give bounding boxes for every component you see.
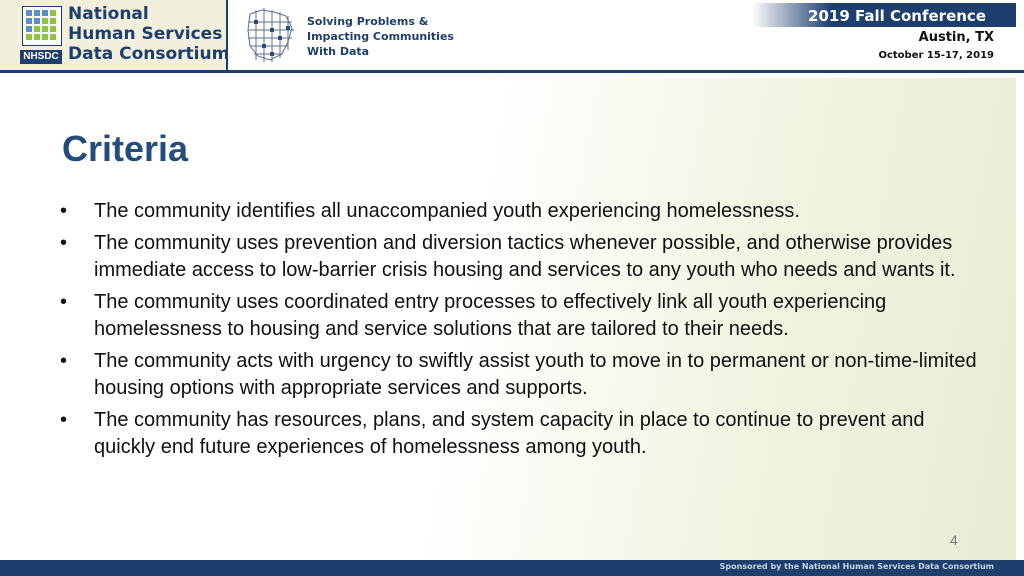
list-item [60, 407, 980, 462]
list-item-text: The community identifies all unaccompanied youth experiencing homelessness. [94, 200, 800, 222]
circuit-map-icon [242, 6, 298, 64]
tagline-line: Impacting Communities [307, 30, 454, 43]
sponsor-text: Sponsored by the National Human Services Data Consortium [719, 562, 994, 571]
list-item-text: The community acts with urgency to swiftly assist youth to move in to permanent or non-time-limited housing options with appropriate services and supports. [94, 349, 977, 399]
bullet-marker: • [60, 200, 68, 222]
list-item-text: The community uses coordinated entry processes to effectively link all youth experiencing homelessness to housing and service solutions that are tailored to their needs. [94, 290, 887, 340]
logo-line: National [68, 4, 149, 24]
conference-city: Austin, TX [918, 30, 994, 45]
criteria-list [60, 198, 980, 466]
bullet-marker: • [60, 349, 68, 372]
slide-title: Criteria [62, 128, 189, 169]
conference-banner [752, 3, 1016, 27]
bullet-marker: • [60, 231, 68, 254]
list-item-text: The community has resources, plans, and system capacity in place to continue to prevent and quickly end future experiences of homelessness among youth. [94, 408, 925, 458]
footer-bar [0, 560, 1024, 576]
tagline-line: With Data [307, 45, 370, 58]
list-item [60, 230, 980, 285]
bullet-marker: • [60, 408, 68, 431]
page-number: 4 [950, 532, 958, 548]
bullet-marker: • [60, 290, 68, 313]
header [0, 0, 1024, 72]
logo-line: Human Services [68, 24, 223, 44]
conference-dates: October 15-17, 2019 [878, 50, 994, 61]
list-item-text: The community uses prevention and diversion tactics whenever possible, and otherwise provides immediate access to low-barrier crisis housing and services to any youth who needs and wants it. [94, 231, 956, 281]
logo-line: Data Consortium [68, 44, 230, 64]
list-item [60, 289, 980, 344]
list-item [60, 198, 980, 226]
nhsdc-logo [0, 0, 228, 70]
nhsdc-logo-icon [22, 6, 62, 46]
list-item [60, 348, 980, 403]
tagline-line: Solving Problems & [307, 15, 429, 28]
header-divider [0, 70, 1024, 73]
conference-title: 2019 Fall Conference [808, 7, 986, 25]
logo-wordmark [68, 4, 229, 64]
tagline [307, 14, 454, 59]
logo-abbreviation: NHSDC [20, 50, 62, 64]
